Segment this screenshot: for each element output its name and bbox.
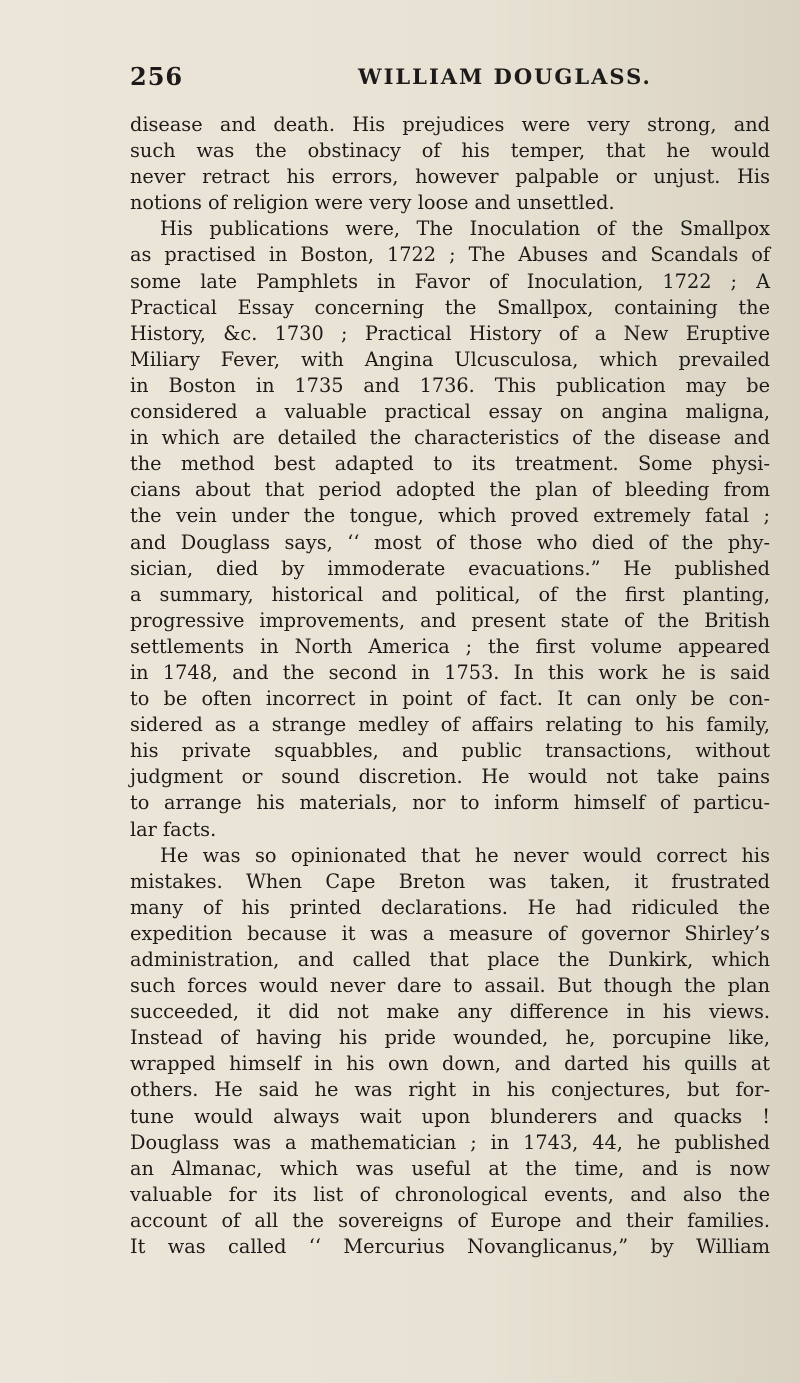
text-line: progressive improvements, and present state of the British — [130, 608, 770, 632]
text-line: and Douglass says, ‘‘ most of those who died of the phy- — [130, 530, 770, 554]
text-line: Practical Essay concerning the Smallpox, containing the — [130, 295, 770, 319]
text-line: tune would always wait upon blunderers and quacks ! — [130, 1104, 770, 1128]
page-header — [130, 62, 770, 102]
text-line: administration, and called that place the Dunkirk, which — [130, 948, 770, 971]
text-line: Miliary Fever, with Angina Ulcusculosa, which prevailed — [130, 347, 770, 371]
text-line: to be often incorrect in point of fact. It can only be con- — [130, 687, 770, 711]
text-line: sician, died by immoderate evacuations.” He published — [130, 556, 770, 580]
text-line: sidered as a strange medley of affairs relating to his family, — [130, 713, 770, 737]
text-line: the vein under the tongue, which proved extremely fatal ; — [130, 504, 770, 528]
page-number: 256 — [130, 62, 184, 91]
text-line: His publications were, The Inoculation of the Smallpox — [160, 217, 770, 241]
text-line: such forces would never dare to assail. But though the plan — [130, 974, 770, 998]
text-line: It was called ‘‘ Mercurius Novanglicanus,” by William — [130, 1235, 770, 1259]
text-line: notions of religion were very loose and unsettled. — [130, 191, 615, 215]
text-line: as practised in Boston, 1722 ; The Abuses and Scandals of — [130, 243, 770, 267]
text-line: cians about that period adopted the plan of bleeding from — [130, 478, 770, 502]
text-line: an Almanac, which was useful at the time, and is now — [130, 1156, 770, 1180]
text-line: mistakes. When Cape Breton was taken, it frustrated — [130, 869, 770, 893]
text-line: expedition because it was a measure of governor Shirley’s — [130, 921, 770, 945]
text-line: to arrange his materials, nor to inform himself of particu- — [130, 791, 770, 815]
text-line: wrapped himself in his own down, and darted his quills at — [130, 1052, 770, 1076]
body-text — [130, 112, 770, 1260]
running-head: WILLIAM DOUGLASS. — [358, 64, 652, 89]
text-line: He was so opinionated that he never would correct his — [160, 843, 770, 867]
text-line: his private squabbles, and public transactions, without — [130, 739, 770, 763]
text-line: succeeded, it did not make any difference in his views. — [130, 1000, 770, 1024]
text-line: in which are detailed the characteristics of the disease and — [130, 426, 770, 450]
text-line: valuable for its list of chronological events, and also the — [130, 1182, 770, 1206]
text-line: the method best adapted to its treatment. Some physi- — [130, 452, 770, 476]
text-line: others. He said he was right in his conjectures, but for- — [130, 1078, 770, 1102]
text-line: considered a valuable practical essay on angina maligna, — [130, 400, 770, 424]
text-line: judgment or sound discretion. He would not take pains — [130, 765, 770, 789]
text-line: many of his printed declarations. He had ridiculed the — [130, 895, 770, 919]
text-line: such was the obstinacy of his temper, that he would — [130, 139, 770, 163]
text-line: a summary, historical and political, of the first planting, — [130, 582, 770, 606]
text-line: in Boston in 1735 and 1736. This publication may be — [130, 373, 770, 397]
text-line: some late Pamphlets in Favor of Inoculation, 1722 ; A — [130, 269, 770, 293]
text-line: History, &c. 1730 ; Practical History of a New Eruptive — [130, 321, 770, 345]
text-line: Douglass was a mathematician ; in 1743, 44, he published — [130, 1130, 770, 1154]
text-line: in 1748, and the second in 1753. In this work he is said — [130, 660, 770, 684]
text-line: never retract his errors, however palpable or unjust. His — [130, 165, 770, 189]
text-line: disease and death. His prejudices were very strong, and — [130, 113, 770, 136]
text-line: settlements in North America ; the first volume appeared — [130, 634, 770, 658]
text-line: account of all the sovereigns of Europe and their families. — [130, 1208, 770, 1232]
text-line: lar facts. — [130, 817, 217, 841]
text-line: Instead of having his pride wounded, he, porcupine like, — [130, 1026, 770, 1050]
